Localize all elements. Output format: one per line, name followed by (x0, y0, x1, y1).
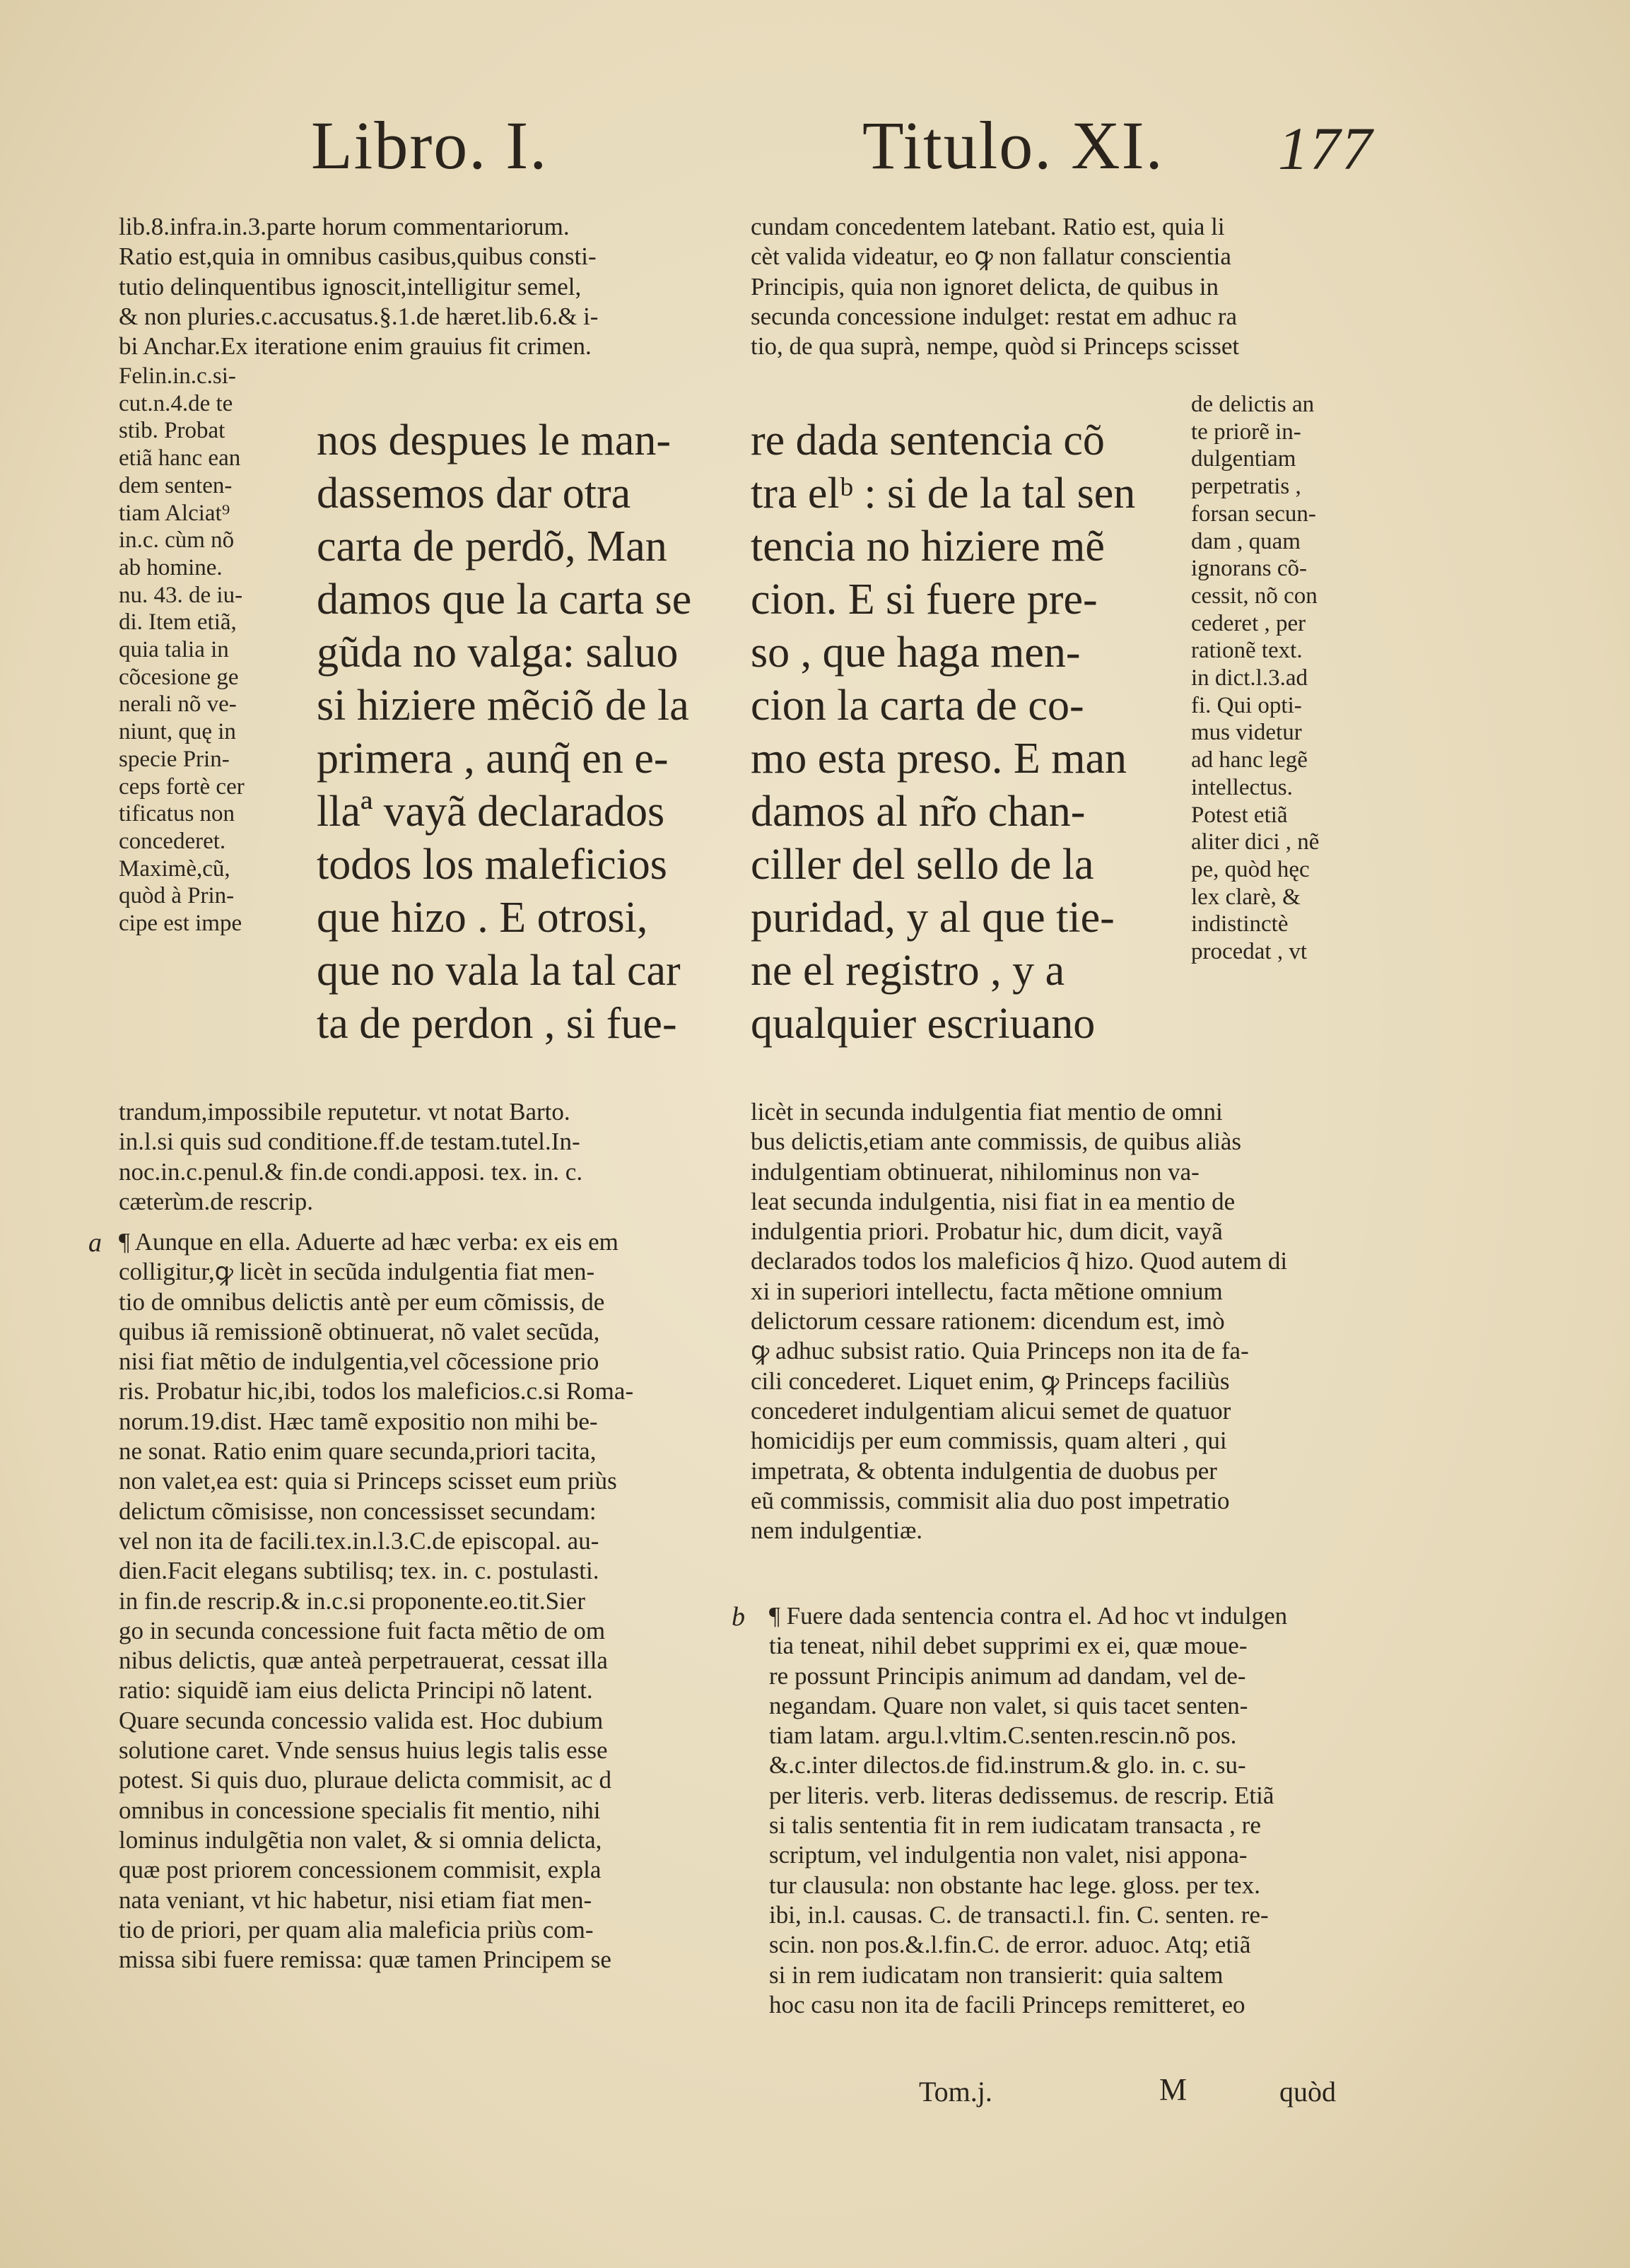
text-line: ne el registro , y a (751, 947, 1065, 995)
text-line: que hizo . E otrosi, (317, 894, 648, 942)
text-line: re possunt Principis animum ad dandam, vel de- (769, 1661, 1246, 1690)
text-line: tencia no hiziere mẽ (751, 522, 1105, 571)
text-line: lex clarè, & (1191, 884, 1301, 910)
text-line: indulgentiam obtinuerat, nihilominus non va- (751, 1157, 1200, 1186)
text-line: ratio: siquidẽ iam eius delicta Principi nõ latent. (119, 1676, 593, 1705)
text-line: aliter dici , nẽ (1191, 829, 1320, 855)
text-line: quibus iã remissionẽ obtinuerat, nõ valet secũda, (119, 1317, 600, 1345)
text-line: mo esta preso. E man (751, 735, 1127, 783)
text-line: cundam concedentem latebant. Ratio est, quia li (751, 213, 1225, 240)
text-line: ris. Probatur hic,ibi, todos los maleficios.c.si Roma- (119, 1377, 634, 1405)
text-line: declarados todos los maleficios q̃ hizo. Quod autem di (751, 1247, 1288, 1275)
text-line: nu. 43. de iu- (119, 582, 243, 608)
text-line: scin. non pos.&.l.fin.C. de error. aduoc. Atq; etiã (769, 1931, 1251, 1959)
text-line: Potest etiã (1191, 802, 1288, 828)
text-line: niunt, quę in (119, 719, 236, 745)
text-line: ꝙ adhuc subsist ratio. Quia Princeps non ita de fa- (751, 1337, 1249, 1365)
text-line: procedat , vt (1191, 939, 1308, 965)
text-line: nos despues le man- (317, 416, 672, 464)
text-line: negandam. Quare non valet, si quis tacet senten- (769, 1691, 1248, 1719)
text-line: Principis, quia non ignoret delicta, de quibus in (751, 272, 1219, 300)
text-line: lominus indulgẽtia non valet, & si omnia delicta, (119, 1825, 602, 1854)
text-line: concederet indulgentiam alicui semet de quatuor (751, 1396, 1231, 1425)
right-margin-gloss (1191, 391, 1375, 966)
text-line: carta de perdõ, Man (317, 522, 667, 571)
text-line: go in secunda concessione fuit facta mẽtio de om (119, 1616, 606, 1644)
text-line: nata veniant, vt hic habetur, nisi etiam fiat men- (119, 1886, 592, 1914)
text-line: ne sonat. Ratio enim quare secunda,priori tacita, (119, 1437, 597, 1466)
text-line: si hiziere mẽciõ de la (317, 682, 689, 730)
text-line: fi. Qui opti- (1191, 692, 1302, 718)
text-line: in fin.de rescrip.& in.c.si proponente.eo.tit.Sier (119, 1586, 585, 1615)
right-main-text (751, 414, 1154, 1051)
text-line: primera , aunq̃ en e- (317, 735, 669, 783)
text-line: ibi, in.l. causas. C. de transacti.l. fin. C. senten. re- (769, 1900, 1269, 1929)
running-header (0, 106, 1630, 198)
text-line: dam , quam (1191, 528, 1301, 554)
text-line: quæ post priorem concessionem commisit, expla (119, 1856, 602, 1884)
text-line: specie Prin- (119, 746, 230, 772)
left-gloss-middle (119, 1097, 705, 1217)
text-line: in.c. cùm nõ (119, 527, 235, 554)
text-line: quòd à Prin- (119, 883, 235, 909)
text-line: di. Item etiã, (119, 609, 237, 636)
text-line: gũda no valga: saluo (317, 629, 679, 677)
text-line: eũ commissis, commisit alia duo post impetratio (751, 1486, 1230, 1514)
text-line: omnibus in concessione specialis fit mentio, nihi (119, 1796, 601, 1824)
text-line: dien.Facit elegans subtilisq; tex. in. c. postulasti. (119, 1557, 599, 1585)
text-line: tificatus non (119, 801, 235, 827)
text-line: delictum cõmisisse, non concessisset secundam: (119, 1497, 597, 1525)
text-line: tio de omnibus delictis antè per eum cõmissis, de (119, 1287, 605, 1316)
text-line: colligitur,ꝙ licèt in secũda indulgentia fiat men- (119, 1258, 595, 1286)
text-line: solutione caret. Vnde sensus huius legis talis esse (119, 1736, 608, 1765)
text-line: nibus delictis, quæ anteà perpetrauerat, cessat illa (119, 1647, 608, 1675)
left-gloss-top (119, 212, 705, 361)
page-number: 177 (1278, 115, 1373, 182)
text-line: missa sibi fuere remissa: quæ tamen Principem se (119, 1946, 611, 1974)
right-gloss-bottom (769, 1601, 1366, 2020)
text-line: si talis sententia fit in rem iudicatam transacta , re (769, 1811, 1261, 1840)
text-line: licèt in secunda indulgentia fiat mentio de omni (751, 1098, 1223, 1126)
text-line: noc.in.c.penul.& fin.de condi.apposi. tex. in. c. (119, 1157, 583, 1186)
text-line: impetrata, & obtenta indulgentia de duobus per (751, 1456, 1217, 1485)
text-line: indulgentia priori. Probatur hic, dum dicit, vayã (751, 1217, 1223, 1246)
text-line: llaª vayã declarados (317, 788, 665, 836)
text-line: delictorum cessare rationem: dicendum est, imò (751, 1307, 1225, 1335)
text-line: te priorẽ in- (1191, 419, 1301, 445)
text-line: cili concederet. Liquet enim, ꝙ Princeps faciliùs (751, 1367, 1230, 1395)
text-line: &.c.inter dilectos.de fid.instrum.& glo. in. c. su- (769, 1751, 1246, 1779)
text-line: cipe est impe (119, 911, 242, 937)
text-line: & non pluries.c.accusatus.§.1.de hæret.lib.6.& i- (119, 302, 599, 330)
text-line: nisi fiat mẽtio de indulgentia,vel cõcessione prio (119, 1348, 599, 1376)
text-line: cessit, nõ con (1191, 583, 1318, 609)
text-line: tiam latam. argu.l.vltim.C.senten.rescin.nõ pos. (769, 1722, 1237, 1750)
text-line: per literis. verb. literas dedissemus. de rescrip. Etiã (769, 1781, 1274, 1809)
text-line: indistinctè (1191, 911, 1289, 937)
footer-signature: M (1159, 2072, 1188, 2107)
text-line: ¶ Fuere dada sentencia contra el. Ad hoc vt indulgen (769, 1602, 1288, 1630)
text-line: norum.19.dist. Hæc tamẽ expositio non mihi be- (119, 1407, 598, 1435)
text-line: perpetratis , (1191, 474, 1301, 500)
text-line: re dada sentencia cõ (751, 416, 1105, 464)
text-line: cion. E si fuere pre- (751, 575, 1098, 624)
text-line: bus delictis,etiam ante commissis, de quibus aliàs (751, 1128, 1242, 1156)
text-line: pe, quòd hęc (1191, 856, 1310, 882)
text-line: stib. Probat (119, 418, 225, 444)
text-line: Quare secunda concessio valida est. Hoc dubium (119, 1706, 604, 1734)
header-titulo: Titulo. XI. (862, 107, 1164, 183)
text-line: puridad, y al que tie- (751, 894, 1115, 942)
text-line: cederet , per (1191, 610, 1306, 636)
text-line: ab homine. (119, 554, 223, 580)
text-line: tiam Alciat⁹ (119, 500, 230, 526)
footer-volume: Tom.j. (919, 2076, 992, 2108)
text-line: Felin.in.c.si- (119, 363, 236, 389)
text-line: vel non ita de facili.tex.in.l.3.C.de episcopal. au- (119, 1526, 599, 1555)
text-line: trandum,impossibile reputetur. vt notat Barto. (119, 1098, 570, 1126)
text-line: in dict.l.3.ad (1191, 665, 1308, 691)
header-libro: Libro. I. (311, 107, 549, 183)
text-line: leat secunda indulgentia, nisi fiat in ea mentio de (751, 1187, 1236, 1215)
text-line: Maximè,cũ, (119, 855, 230, 882)
text-line: rationẽ text. (1191, 638, 1303, 664)
text-line: etiã hanc ean (119, 445, 241, 472)
text-line: ta de perdon , si fue- (317, 1000, 677, 1048)
left-gloss-bottom (119, 1227, 705, 1975)
text-line: ¶ Aunque en ella. Aduerte ad hæc verba: ex eis em (119, 1228, 618, 1256)
text-line: bi Anchar.Ex iteratione enim grauius fit crimen. (119, 332, 592, 361)
text-line: xi in superiori intellectu, facta mẽtione omnium (751, 1277, 1223, 1305)
text-line: dem senten- (119, 472, 233, 498)
text-line: potest. Si quis duo, pluraue delicta commisit, ac d (119, 1766, 611, 1794)
text-line: concederet. (119, 828, 226, 854)
right-gloss-middle (751, 1097, 1366, 1545)
text-line: damos al nr̃o chan- (751, 788, 1086, 836)
text-line: que no vala la tal car (317, 947, 681, 995)
text-line: ceps fortè cer (119, 773, 245, 800)
text-line: nem indulgentiæ. (751, 1516, 923, 1545)
text-line: ciller del sello de la (751, 841, 1094, 889)
text-line: cion la carta de co- (751, 682, 1084, 730)
text-line: tutio delinquentibus ignoscit,intelligitur semel, (119, 272, 582, 300)
text-line: secunda concessione indulget: restat em adhuc ra (751, 302, 1238, 330)
left-margin-gloss (119, 363, 295, 937)
text-line: si in rem iudicatam non transierit: quia saltem (769, 1960, 1224, 1989)
text-line: tia teneat, nihil debet supprimi ex ei, quæ moue- (769, 1632, 1248, 1660)
text-line: non valet,ea est: quia si Princeps scisset eum priùs (119, 1467, 617, 1495)
text-line: de delictis an (1191, 392, 1315, 417)
text-line: ad hanc legẽ (1191, 747, 1308, 773)
text-line: cæterùm.de rescrip. (119, 1187, 314, 1215)
text-line: tio, de qua suprà, nempe, quòd si Princeps scisset (751, 332, 1240, 361)
text-line: dulgentiam (1191, 446, 1296, 472)
text-line: in.l.si quis sud conditione.ff.de testam.tutel.In- (119, 1128, 580, 1156)
text-line: ignorans cõ- (1191, 556, 1308, 582)
text-line: cèt valida videatur, eo ꝙ non fallatur conscientia (751, 242, 1231, 271)
text-line: cõcesione ge (119, 664, 239, 690)
gloss-marker-b: b (732, 1602, 745, 1632)
text-line: so , que haga men- (751, 629, 1081, 677)
text-line: hoc casu non ita de facili Princeps remitteret, eo (769, 1990, 1245, 2018)
text-line: todos los maleficios (317, 841, 667, 889)
right-gloss-top (751, 212, 1366, 361)
text-line: Ratio est,quia in omnibus casibus,quibus consti- (119, 242, 597, 271)
text-line: tra elᵇ : si de la tal sen (751, 469, 1136, 518)
text-line: dassemos dar otra (317, 469, 631, 518)
text-line: intellectus. (1191, 774, 1293, 800)
text-line: cut.n.4.de te (119, 390, 233, 416)
text-line: mus videtur (1191, 720, 1302, 746)
text-line: homicidijs per eum commissis, quam alteri , qui (751, 1427, 1227, 1455)
text-line: forsan secun- (1191, 501, 1316, 527)
text-line: tur clausula: non obstante hac lege. gloss. per tex. (769, 1871, 1260, 1899)
text-line: tio de priori, per quam alia maleficia priùs com- (119, 1915, 594, 1943)
footer-catchword: quòd (1279, 2076, 1336, 2108)
text-line: quia talia in (119, 637, 229, 663)
text-line: damos que la carta se (317, 575, 692, 624)
text-line: scriptum, vel indulgentia non valet, nisi appona- (769, 1841, 1248, 1869)
text-line: lib.8.infra.in.3.parte horum commentariorum. (119, 213, 570, 240)
text-line: nerali nõ ve- (119, 691, 237, 718)
text-line: qualquier escriuano (751, 1000, 1096, 1048)
left-main-text (317, 414, 713, 1051)
gloss-marker-a: a (88, 1228, 102, 1258)
